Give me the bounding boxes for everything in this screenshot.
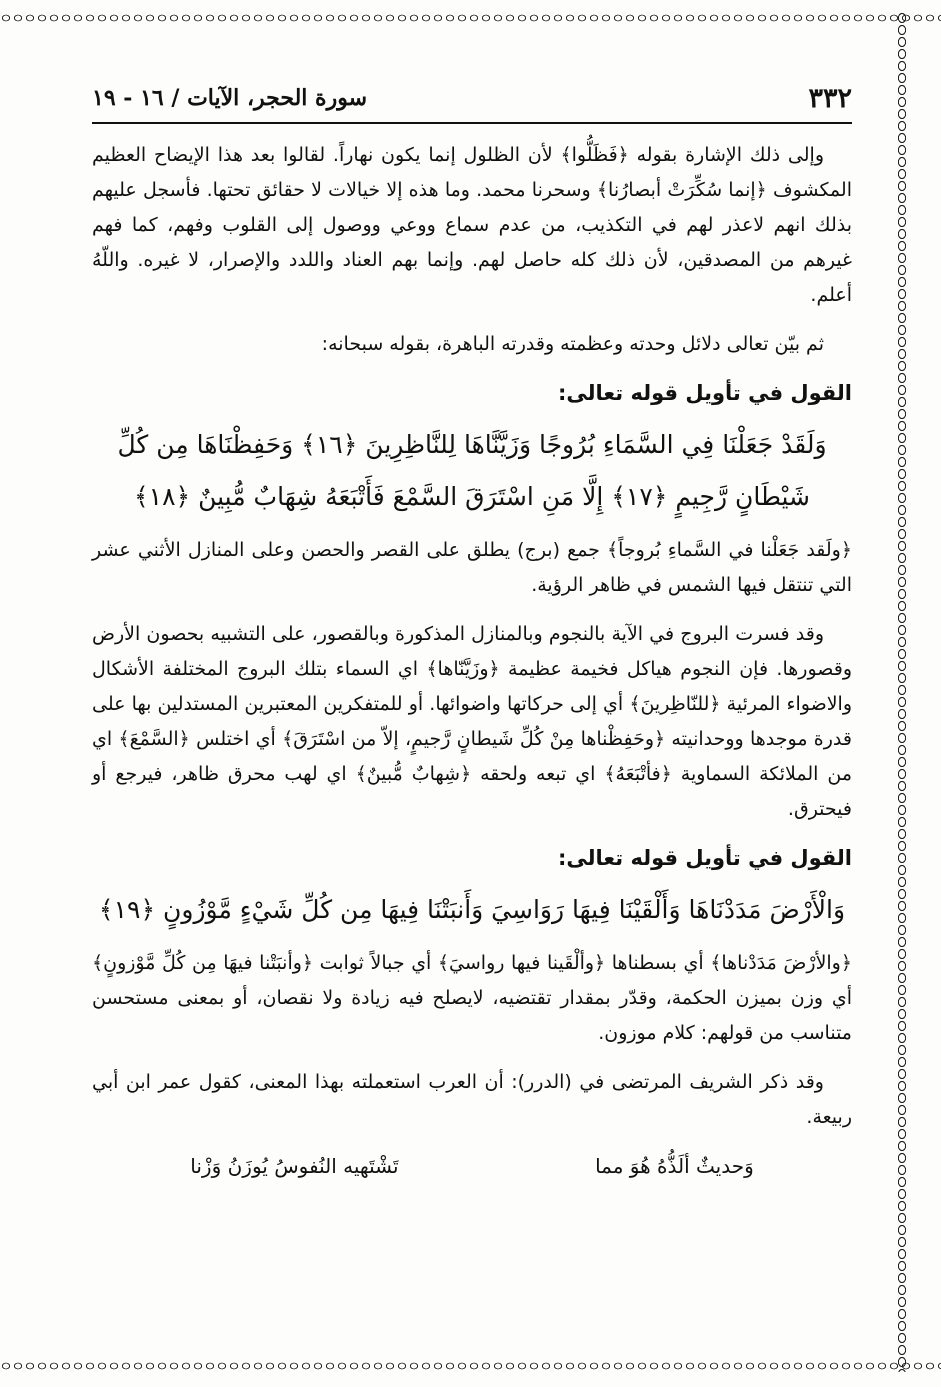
quran-verse-1 xyxy=(92,419,852,523)
paragraph-5: ﴿والأرْضَ مَدَدْناها﴾ أي بسطناها ﴿وألْقَينا فيها رواسيَ﴾ أي جبالاً ثوابت ﴿وأنبَتْنا فيهَا مِن كُلِّ مَّوْزونٍ﴾ أي وزن بميزن الحكمة، وقدّر بمقدار تقتضيه، لايصلح فيه زيادة ولا نقصان، أو بمعنى مستحسن متناسب من قولهم: كلام موزون. xyxy=(92,952,852,1044)
side-border-ornament xyxy=(896,12,908,1372)
page-body xyxy=(92,138,852,1184)
quran-verse-2: وَالْأَرْضَ مَدَدْنَاهَا وَأَلْقَيْنَا فِيهَا رَوَاسِيَ وَأَنبَتْنَا فِيهَا مِن كُلِّ شَيْءٍ مَّوْزُونٍ ﴿١٩﴾ xyxy=(98,895,846,924)
running-title: سورة الحجر، الآيات / ١٦ - ١٩ xyxy=(92,85,368,111)
paragraph-4: وقد فسرت البروج في الآية بالنجوم وبالمنازل المذكورة وبالقصور، على التشبيه بحصون الأرض وقصورها. فإن النجوم هياكل فخيمة عظيمة ﴿وزَيَّنّاها﴾ اي السماء بتلك البروج المختلفة الأشكال والاضواء المرئية ﴿للنّاظِرينَ﴾ أي إلى حركاتها واضوائها. أو للمتفكرين المعتبرين المستدلين بها على قدرة موجدها ووحدانيته ﴿وحَفِظْناها مِنْ كُلِّ شَيطانٍ رَّجيمٍ، إلاّ من اسْتَرَقَ﴾ أي اختلس ﴿السَّمْعَ﴾ اي من الملائكة السماوية ﴿فأتْبَعَهُ﴾ اي تبعه ولحقه ﴿شِهابٌ مُّبينٌ﴾ اي لهب محرق ظاهر، فيرجع أو فيحترق. xyxy=(92,623,852,820)
header-rule xyxy=(92,122,852,124)
section-heading-1: القول في تأويل قوله تعالى: xyxy=(558,381,852,405)
section-heading-2: القول في تأويل قوله تعالى: xyxy=(558,846,852,870)
page-header xyxy=(92,78,852,118)
verse-1-line-1: وَلَقَدْ جَعَلْنَا فِي السَّمَاءِ بُرُوجًا وَزَيَّنَّاهَا لِلنَّاظِرِينَ ﴿١٦﴾ وَحَفِظْنَاهَا مِن كُلِّ xyxy=(117,430,827,459)
verse-1-line-2: شَيْطَانٍ رَّجِيمٍ ﴿١٧﴾ إِلَّا مَنِ اسْتَرَقَ السَّمْعَ فَأَتْبَعَهُ شِهَابٌ مُّبِينٌ ﴿١٨﴾ xyxy=(133,482,811,511)
paragraph-6: وقد ذكر الشريف المرتضى في (الدرر): أن العرب استعملته بهذا المعنى، كقول عمر ابن أبي ربيعة. xyxy=(92,1071,852,1128)
poem-hemistich-1: وَحديثٌ ألَذُّهُ هُوَ مما xyxy=(595,1154,754,1178)
paragraph-3: ﴿ولَقد جَعَلْنا في السَّماءِ بُروجاً﴾ جمع (برج) يطلق على القصر والحصن وعلى المنازل الأثني عشر التي تنتقل فيها الشمس في ظاهر الرؤية. xyxy=(92,539,852,596)
poem-verse xyxy=(92,1149,852,1184)
paragraph-1: وإلى ذلك الإشارة بقوله ﴿فَظَلُّوا﴾ لأن الظلول إنما يكون نهاراً. لقالوا بعد هذا الإيضاح العظيم المكشوف ﴿إنما سُكِّرَتْ أبصارُنا﴾ وسحرنا محمد. وما هذه إلا خيالات لا حقائق تحتها. فأسجل عليهم بذلك انهم لاعذر لهم في التكذيب، من عدم سماع ووعي ووصول إلى القلوب وفهم، كما فهم غيرهم من المصدقين، لأن ذلك كله حاصل لهم. وإنما بهم العناد واللدد والإصرار، لا غيره. واللّهُ أعلم. xyxy=(92,144,852,306)
bottom-border-ornament xyxy=(0,1360,941,1372)
poem-hemistich-2: تَشْتَهيه النُفوسُ يُوزَنُ وَزْنا xyxy=(190,1154,399,1178)
paragraph-2: ثم بيّن تعالى دلائل وحدته وعظمته وقدرته الباهرة، بقوله سبحانه: xyxy=(321,333,824,355)
top-border-ornament xyxy=(0,12,941,24)
page-number: ٣٣٢ xyxy=(808,82,852,114)
